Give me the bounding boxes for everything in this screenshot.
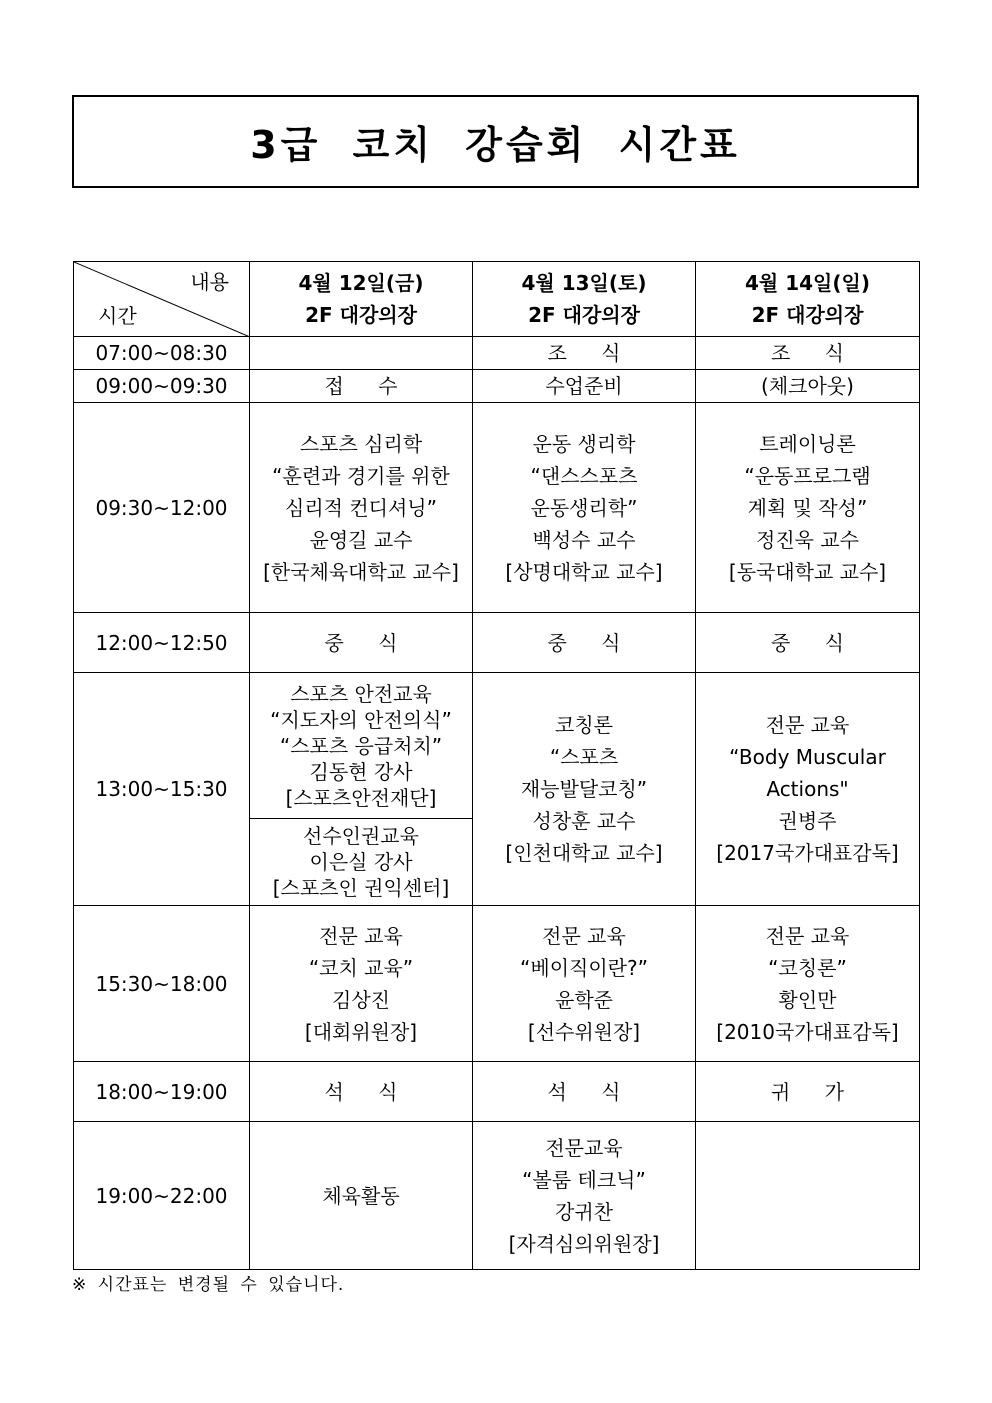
content-label: 내용 — [190, 270, 229, 294]
instructor-name: 김동현 강사 — [309, 759, 413, 784]
course-title: 전문 교육 — [765, 713, 850, 737]
instructor-name: 황인만 — [778, 987, 837, 1012]
table-row — [74, 337, 920, 370]
schedule-cell: 조 식 — [473, 337, 696, 370]
table-row — [74, 1122, 920, 1270]
time-cell: 13:00~15:30 — [74, 673, 250, 906]
schedule-cell — [250, 403, 473, 613]
schedule-cell-empty — [696, 1122, 920, 1270]
course-title: 전문 교육 — [542, 923, 626, 948]
instructor-name: 김상진 — [332, 987, 390, 1012]
schedule-table — [73, 261, 920, 1270]
instructor-name: 백성수 교수 — [532, 527, 636, 552]
schedule-cell — [250, 673, 473, 819]
schedule-cell — [473, 403, 696, 613]
schedule-cell: 석 식 — [473, 1062, 696, 1122]
course-title: 트레이닝론 — [759, 431, 856, 456]
time-cell: 12:00~12:50 — [74, 613, 250, 673]
course-title: 스포츠 안전교육 — [290, 681, 432, 706]
schedule-cell — [250, 819, 473, 906]
instructor-name: 권병주 — [778, 809, 837, 833]
table-row — [74, 1062, 920, 1122]
time-cell: 15:30~18:00 — [74, 906, 250, 1062]
header-corner-cell — [74, 262, 250, 337]
schedule-cell — [473, 673, 696, 906]
header-day-2 — [473, 262, 696, 337]
day-date: 4월 12일(금) — [298, 271, 424, 295]
schedule-cell: 귀 가 — [696, 1062, 920, 1122]
course-title: 선수인권교육 — [303, 824, 419, 848]
time-cell: 07:00~08:30 — [74, 337, 250, 370]
schedule-cell — [473, 906, 696, 1062]
course-topic: “Body Muscular — [729, 745, 886, 769]
schedule-cell — [696, 673, 920, 906]
day-place: 2F 대강의장 — [305, 303, 417, 327]
time-cell: 18:00~19:00 — [74, 1062, 250, 1122]
time-cell: 09:30~12:00 — [74, 403, 250, 613]
instructor-affiliation: [2010국가대표감독] — [716, 1019, 899, 1044]
instructor-name: 강귀찬 — [555, 1199, 613, 1224]
day-date: 4월 14일(일) — [745, 271, 870, 295]
header-row — [74, 262, 920, 337]
course-topic: 재능발달코칭” — [520, 777, 648, 801]
course-title: 운동 생리학 — [532, 431, 636, 456]
course-topic: “베이직이란?” — [520, 955, 648, 980]
course-title: 전문 교육 — [319, 923, 403, 948]
course-title: 전문 교육 — [765, 923, 850, 948]
schedule-cell: 중 식 — [250, 613, 473, 673]
table-row — [74, 370, 920, 403]
instructor-affiliation: [스포츠안전재단] — [285, 785, 437, 810]
course-topic: “훈련과 경기를 위한 — [272, 463, 450, 488]
instructor-name: 성창훈 교수 — [532, 809, 636, 833]
table-row — [74, 673, 920, 819]
course-title: 전문교육 — [545, 1135, 623, 1160]
header-day-1 — [250, 262, 473, 337]
schedule-cell: 체육활동 — [250, 1122, 473, 1270]
day-place: 2F 대강의장 — [751, 303, 864, 327]
time-cell: 19:00~22:00 — [74, 1122, 250, 1270]
schedule-cell: 중 식 — [473, 613, 696, 673]
course-topic: “스포츠 응급처치” — [279, 733, 443, 758]
page-title: 3급 코치 강습회 시간표 — [250, 123, 741, 167]
course-title: 코칭론 — [555, 713, 613, 737]
course-topic: “지도자의 안전의식” — [270, 707, 452, 732]
table-row — [74, 403, 920, 613]
instructor-name: 정진욱 교수 — [756, 527, 859, 552]
instructor-affiliation: [인천대학교 교수] — [505, 841, 663, 865]
course-topic: “코치 교육” — [308, 955, 414, 980]
course-topic: “스포츠 — [549, 745, 619, 769]
course-topic: 운동생리학” — [530, 495, 638, 520]
schedule-cell: 수업준비 — [473, 370, 696, 403]
course-topic: “운동프로그램 — [744, 463, 871, 488]
instructor-name: 이은실 강사 — [309, 850, 413, 874]
instructor-affiliation: [동국대학교 교수] — [728, 559, 887, 584]
day-place: 2F 대강의장 — [528, 303, 640, 327]
day-date: 4월 13일(토) — [521, 271, 647, 295]
course-topic: Actions" — [766, 777, 849, 801]
instructor-affiliation: [상명대학교 교수] — [505, 559, 663, 584]
schedule-cell: (체크아웃) — [696, 370, 920, 403]
schedule-cell — [250, 906, 473, 1062]
instructor-affiliation: [2017국가대표감독] — [716, 841, 899, 865]
schedule-cell: 접 수 — [250, 370, 473, 403]
course-topic: “댄스스포츠 — [530, 463, 638, 488]
instructor-name: 윤영길 교수 — [309, 527, 413, 552]
instructor-affiliation: [자격심의위원장] — [508, 1231, 660, 1256]
instructor-affiliation: [스포츠인 권익센터] — [272, 876, 450, 900]
table-row — [74, 906, 920, 1062]
instructor-name: 윤학준 — [555, 987, 613, 1012]
course-topic: “코칭론” — [768, 955, 847, 980]
time-cell: 09:00~09:30 — [74, 370, 250, 403]
schedule-cell — [696, 906, 920, 1062]
schedule-cell: 조 식 — [696, 337, 920, 370]
title-box — [72, 95, 919, 188]
schedule-cell — [473, 1122, 696, 1270]
footnote: ※ 시간표는 변경될 수 있습니다. — [72, 1275, 345, 1295]
schedule-cell-empty — [250, 337, 473, 370]
schedule-cell — [696, 403, 920, 613]
course-topic: “볼룸 테크닉” — [522, 1167, 646, 1192]
course-title: 스포츠 심리학 — [299, 431, 423, 456]
header-day-3 — [696, 262, 920, 337]
instructor-affiliation: [선수위원장] — [527, 1019, 641, 1044]
time-label: 시간 — [98, 304, 137, 328]
instructor-affiliation: [대회위원장] — [304, 1019, 418, 1044]
table-row — [74, 613, 920, 673]
schedule-cell: 중 식 — [696, 613, 920, 673]
course-topic: 계획 및 작성” — [747, 495, 868, 520]
instructor-affiliation: [한국체육대학교 교수] — [263, 559, 459, 584]
schedule-cell: 석 식 — [250, 1062, 473, 1122]
course-topic: 심리적 컨디셔닝” — [285, 495, 437, 520]
